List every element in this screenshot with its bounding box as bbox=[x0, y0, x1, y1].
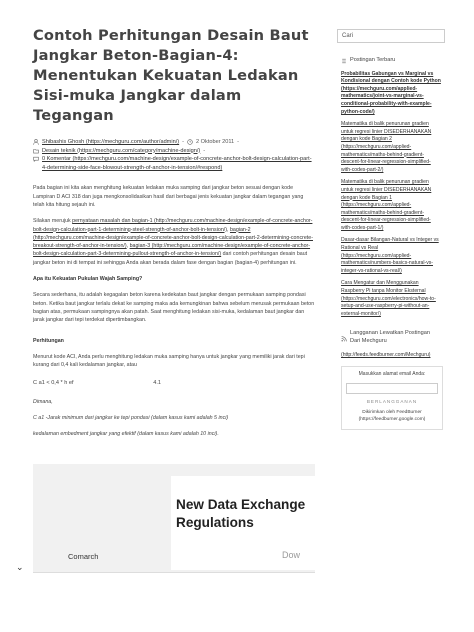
subscribe-box bbox=[341, 366, 443, 430]
ad-cta-button[interactable]: Dow bbox=[282, 550, 301, 560]
formula-expression: C a1 < 0,4 * h ef bbox=[33, 380, 74, 387]
page-title: Contoh Perhitungan Desain Baut Jangkar Beton-Bagian-4: Menentukan Kekuatan Ledakan Sisi-muka Jangkar dalam Tegangan bbox=[33, 27, 309, 124]
feed-link[interactable]: (http://feeds.feedburner.com/Mechguru) bbox=[341, 351, 431, 358]
recent-posts-heading: Postingan Terbaru bbox=[341, 57, 441, 65]
part2-link[interactable]: bagian-2 (http://mechguru.com/machine-design/example-of-concrete-anchor-bolt-design-calculation-part-2-determining-concrete-breakout-strength-of-anchor-in-tension/) bbox=[33, 226, 313, 250]
paragraph: Silakan merujuk pernyataan masalah dan bagian-1 (http://mechguru.com/machine-design/example-of-concrete-anchor-bolt-design-calculation-part-1-determining-steel-strength-of-anchor-bolt-in-tension/), bagian-2 (http://mechguru.com/machine-design/example-of-concrete-anchor-bolt-design-calculation-part-2-determining-concrete-breakout-strength-of-anchor-in-tension/), bagian-3 (http://mechguru.com/machine-design/example-of-concrete-anchor-bolt-design-calculation-part-3-determining-pullout-strength-of-anchor-in-tension/) dari contoh perhitungan desain baut jangkar beton ini di tempat ini sehingga Anda akan berada dalam fase dengan bagian (bagian-4) perhitungan ini. bbox=[33, 218, 313, 266]
category-link[interactable]: Desain teknik (https://mechguru.com/category/machine-design/) bbox=[42, 147, 201, 154]
post-date: 2 Oktober 2011 bbox=[196, 139, 235, 145]
recent-post-link[interactable]: Probabilitas Gabungan vs Marginal vs Kondisional dengan Contoh kode Python (https://mechguru.com/applied-mathematics/joint-vs-marginal-vs-conditional-probability-with-example-python-code/) bbox=[341, 70, 441, 115]
post-meta: Shibashis Ghosh (https://mechguru.com/author/admin/) - 2 Oktober 2011 - Desain teknik (https://mechguru.com/category/machine-design/) - 0 Komentar (https://mechguru.com/machine-design/example-of-concrete-anchor-bolt-design-calculation-part-4-determining-side-face-blowout-strength-of-anchor-in-tension/#respond) bbox=[33, 138, 315, 172]
list-item[interactable] bbox=[341, 280, 441, 318]
part3-link[interactable]: bagian-3 (http://mechguru.com/machine-design/example-of-concrete-anchor-bolt-design-calculation-part-3-determining-pullout-strength-of-anchor-in-tension/) bbox=[33, 243, 311, 258]
search-input[interactable]: Cari bbox=[337, 29, 445, 43]
recent-post-link[interactable]: Matematika di balik penurunan gradien untuk regresi linier DISEDERHANAKAN dengan kode Bagian 1 (https://mechguru.com/applied-mathematics/maths-behind-gradient-descent-for-linear-regression-simplified-with-codes-part-1/) bbox=[341, 179, 432, 231]
folder-icon bbox=[33, 148, 39, 154]
email-field[interactable] bbox=[346, 383, 438, 394]
subscribe-button[interactable]: BERLANGGANAN bbox=[366, 398, 418, 404]
section-heading: Perhitungan bbox=[33, 337, 64, 344]
ad-footer bbox=[33, 572, 315, 587]
comment-icon bbox=[33, 156, 39, 162]
advertisement[interactable] bbox=[33, 464, 315, 586]
rss-icon bbox=[341, 336, 347, 342]
paragraph: Pada bagian ini kita akan menghitung kekuatan ledakan muka samping dari jangkar beton sesuai dengan kode Lampiran D ACI 318 dan juga mengkonsolidasikan hasil dari berbagai jenis kekuatan jangkar dalam tegangan yang telah kita hitung sejauh ini. bbox=[33, 185, 304, 208]
sidebar bbox=[331, 26, 441, 430]
list-item[interactable] bbox=[341, 71, 441, 117]
section-heading: Apa itu Kekuatan Pukulan Wajah Samping? bbox=[33, 276, 143, 283]
recent-posts-list bbox=[341, 71, 441, 319]
formula-number: 4.1 bbox=[153, 380, 161, 387]
ad-headline[interactable]: New Data Exchange Regulations bbox=[176, 497, 306, 530]
clock-icon bbox=[187, 139, 193, 145]
feedburner-credit[interactable]: Dikirimkan oleh FeedBurner (https://feedburner.google.com) bbox=[358, 410, 426, 423]
author-link[interactable]: Shibashis Ghosh (https://mechguru.com/author/admin/) bbox=[42, 139, 180, 145]
list-icon bbox=[341, 58, 347, 64]
comments-link[interactable]: 0 Komentar (https://mechguru.com/machine-design/example-of-concrete-anchor-bolt-design-calculation-part-4-determining-side-face-blowout-strength-of-anchor-in-tension/#respond) bbox=[42, 156, 312, 171]
list-item[interactable] bbox=[341, 179, 441, 232]
user-icon bbox=[33, 139, 39, 145]
ad-brand[interactable]: Comarch bbox=[68, 552, 99, 561]
paragraph: Secara sederhana, itu adalah kegagalan beton karena kedekatan baut jangkar dengan permukaan samping pondasi beton. Ketika baut jangkar terlalu dekat ke samping maka ada kemungkinan bahwa sebelum merusak permukaan beton bagian atas, permukaan sampingnya akan patah. Saat menghitung ledakan sisi-muka, kedalaman baut jangkar dan jarak jangkar dari tepi terdekat dipertimbangkan. bbox=[33, 292, 315, 324]
subscribe-heading: Langganan Lewatkan Postingan Dari Mechguru bbox=[341, 330, 441, 345]
part1-link[interactable]: pernyataan masalah dan bagian-1 (http://mechguru.com/machine-design/example-of-concrete-anchor-bolt-design-calculation-part-1-determining-steel-strength-of-anchor-bolt-in-tension/) bbox=[33, 218, 313, 233]
formula bbox=[33, 379, 161, 387]
recent-post-link[interactable]: Matematika di balik penurunan gradien untuk regresi linier DISEDERHANAKAN dengan kode Bagian 2 (https://mechguru.com/applied-mathematics/maths-behind-gradient-descent-for-linear-regression-simplified-with-codes-part-2/) bbox=[341, 121, 432, 173]
paragraph: C a1 -Jarak minimum dari jangkar ke tepi pondasi (dalam kasus kami adalah 5 inci) bbox=[33, 415, 229, 422]
article bbox=[33, 26, 315, 447]
recent-post-link[interactable]: Dasar-dasar Bilangan-Natural vs Integer vs Rational vs Real (https://mechguru.com/applied-mathematics/numbers-basics-natural-vs-integer-vs-rational-vs-real/) bbox=[341, 237, 439, 274]
recent-post-link[interactable]: Cara Mengatur dan Menggunakan Raspberry Pi tanpa Monitor Eksternal (https://mechguru.com/electronics/how-to-setup-and-use-raspberry-pi-without-an-external-monitor/) bbox=[341, 280, 436, 317]
list-item[interactable] bbox=[341, 237, 441, 275]
paragraph: Dimana, bbox=[33, 398, 53, 405]
paragraph: kedalaman embedment jangkar yang efektif (dalam kasus kami adalah 10 inci). bbox=[33, 431, 219, 438]
list-item[interactable] bbox=[341, 121, 441, 174]
article-body bbox=[33, 184, 315, 438]
paragraph: Menurut kode ACI, Anda perlu menghitung ledakan muka samping hanya untuk jangkar yang memiliki jarak dari tepi kurang dari 0,4 kali kedalaman jangkar, atau bbox=[33, 353, 305, 369]
chevron-down-icon[interactable]: ⌄ bbox=[16, 562, 24, 572]
email-label: Masukkan alamat email Anda: bbox=[358, 371, 426, 378]
